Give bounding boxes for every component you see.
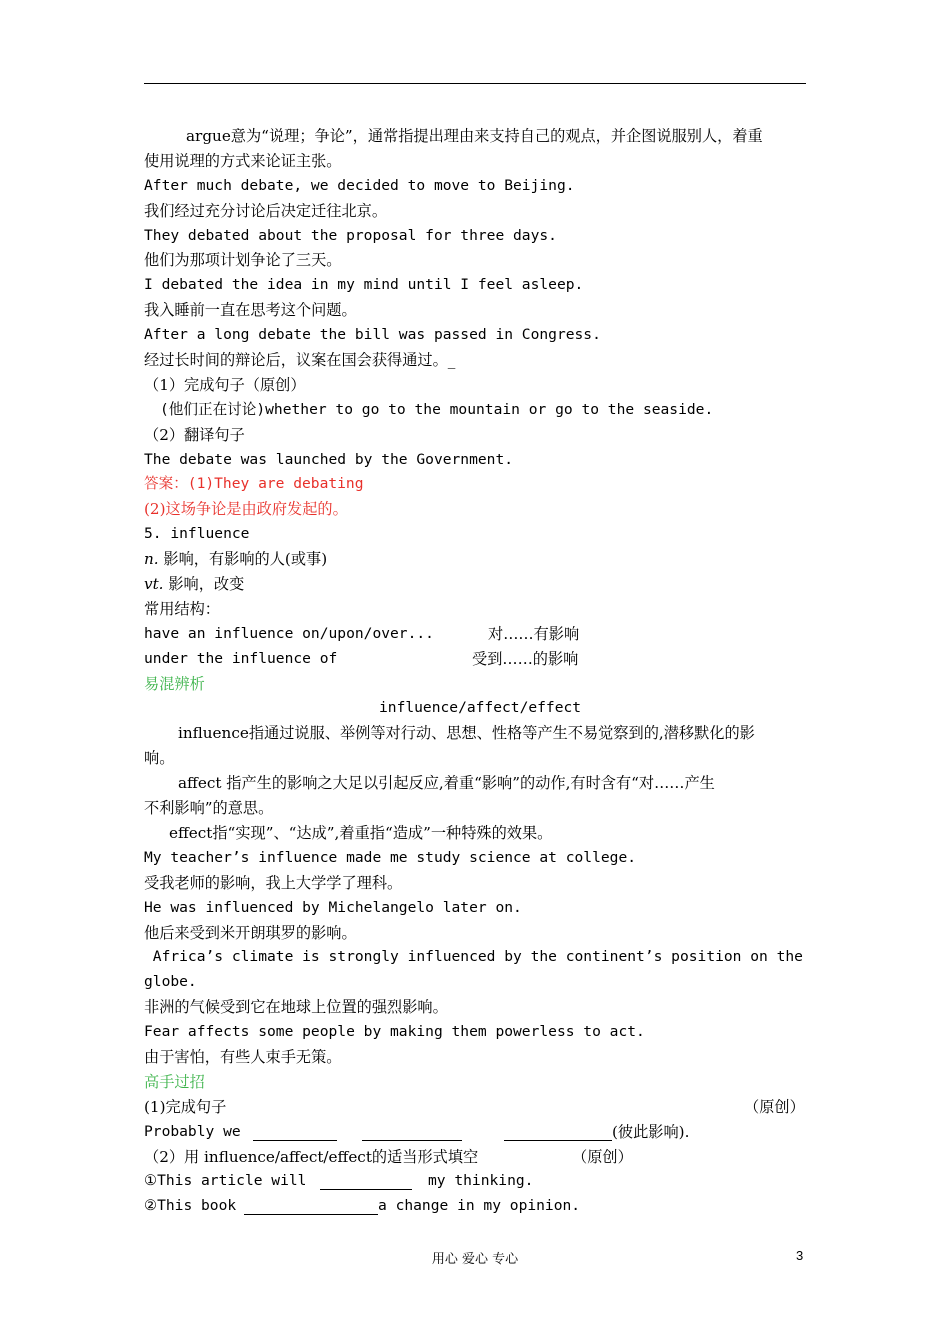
pos-noun: n. (144, 550, 159, 569)
footer-motto: 用心 爱心 专心 (431, 1252, 519, 1267)
pos-verb: vt. (144, 575, 164, 594)
example-en: Africa’s climate is strongly influenced by the continent’s position on the (144, 948, 803, 966)
answer-line-2: (2)这场争论是由政府发起的。 (144, 500, 348, 519)
noun-meaning: 影响，有影响的人(或事) (158, 550, 328, 569)
answer-blank[interactable] (253, 1124, 337, 1141)
master-heading: 高手过招 (144, 1072, 205, 1091)
effect-paragraph: effect指“实现”、“达成”,着重指“造成”一种特殊的效果。 (169, 823, 553, 842)
sentence-end: a change in my opinion. (378, 1197, 581, 1215)
sentence-end: (彼此影响). (612, 1122, 690, 1141)
structure-en: under the influence of (144, 649, 338, 667)
example-cn: 他后来受到米开朗琪罗的影响。 (144, 923, 357, 942)
master-exercise-1-heading (144, 1095, 806, 1120)
example-cn: 经过长时间的辩论后，议案在国会获得通过。_ (144, 351, 456, 370)
exercise-2-heading: （2）翻译句子 (144, 425, 245, 444)
sentence-start: ②This book (144, 1197, 237, 1215)
influence-paragraph-line-1: influence指通过说服、举例等对行动、思想、性格等产生不易觉察到的,潜移默化的影 (178, 724, 755, 743)
argue-paragraph-line-1: argue意为“说理；争论”，通常指提出理由来支持自己的观点，并企图说服别人，着重 (186, 127, 763, 145)
sentence-end: my thinking. (428, 1172, 534, 1190)
answer-blank[interactable] (362, 1124, 462, 1141)
answer-blank[interactable] (244, 1198, 378, 1215)
affect-paragraph-line-1: affect 指产生的影响之大足以引起反应,着重“影响”的动作,有时含有“对……产生 (178, 774, 715, 793)
example-cn: 受我老师的影响，我上大学学了理科。 (144, 873, 403, 892)
fill-in-sentence (144, 1194, 806, 1219)
confusion-title: influence/affect/effect (379, 699, 582, 717)
exercise-2-sentence: The debate was launched by the Government. (144, 450, 514, 468)
example-cn: 我入睡前一直在思考这个问题。 (144, 301, 357, 320)
influence-paragraph-line-2: 响。 (144, 749, 175, 768)
word-heading: 5. influence (144, 525, 250, 543)
answer-blank[interactable] (504, 1124, 612, 1141)
page-number: 3 (796, 1248, 804, 1263)
structure-en: have an influence on/upon/over... (144, 624, 434, 642)
example-en: Fear affects some people by making them powerless to act. (144, 1023, 645, 1041)
master-exercise-2-heading (144, 1145, 806, 1170)
header-rule (144, 83, 806, 84)
verb-definition (144, 572, 806, 597)
structures-heading: 常用结构： (144, 599, 220, 618)
verb-meaning: 影响，改变 (163, 575, 245, 594)
fill-in-sentence (144, 1120, 806, 1145)
exercise-title: (1)完成句子 (144, 1097, 227, 1116)
example-en: After a long debate the bill was passed in Congress. (144, 326, 601, 344)
exercise-1-heading: （1）完成句子（原创） (144, 375, 306, 394)
example-en: He was influenced by Michelangelo later on. (144, 898, 522, 916)
sentence-start: ①This article will (144, 1172, 307, 1190)
page-content (144, 124, 806, 1219)
example-en: After much debate, we decided to move to Beijing. (144, 176, 575, 194)
structure-row (144, 622, 806, 647)
answer-line-1: 答案：(1)They are debating (144, 475, 364, 493)
example-en: They debated about the proposal for three days. (144, 226, 557, 244)
example-cn: 由于害怕，有些人束手无策。 (144, 1047, 342, 1066)
answer-blank[interactable] (320, 1173, 412, 1190)
structure-cn: 受到……的影响 (472, 649, 579, 668)
noun-definition (144, 547, 806, 572)
exercise-title: （2）用 influence/affect/effect的适当形式填空 (144, 1147, 479, 1166)
example-cn: 我们经过充分讨论后决定迁往北京。 (144, 201, 387, 220)
affect-paragraph-line-2: 不利影响”的意思。 (144, 799, 274, 818)
page-footer (0, 1248, 950, 1268)
example-en-continued: globe. (144, 973, 197, 991)
example-cn: 他们为那项计划争论了三天。 (144, 251, 342, 270)
exercise-1-sentence: (他们正在讨论)whether to go to the mountain or go to the seaside. (160, 400, 714, 418)
sentence-start: Probably we (144, 1122, 241, 1140)
argue-paragraph-line-2: 使用说理的方式来论证主张。 (144, 151, 342, 170)
original-tag: （原创） (572, 1147, 633, 1166)
original-tag: （原创） (744, 1097, 805, 1116)
fill-in-sentence (144, 1169, 806, 1194)
structure-row (144, 647, 806, 672)
confusion-heading: 易混辨析 (144, 674, 205, 693)
example-cn: 非洲的气候受到它在地球上位置的强烈影响。 (144, 998, 448, 1017)
example-en: I debated the idea in my mind until I feel asleep. (144, 276, 584, 294)
example-en: My teacher’s influence made me study science at college. (144, 848, 637, 866)
structure-cn: 对……有影响 (488, 624, 580, 643)
